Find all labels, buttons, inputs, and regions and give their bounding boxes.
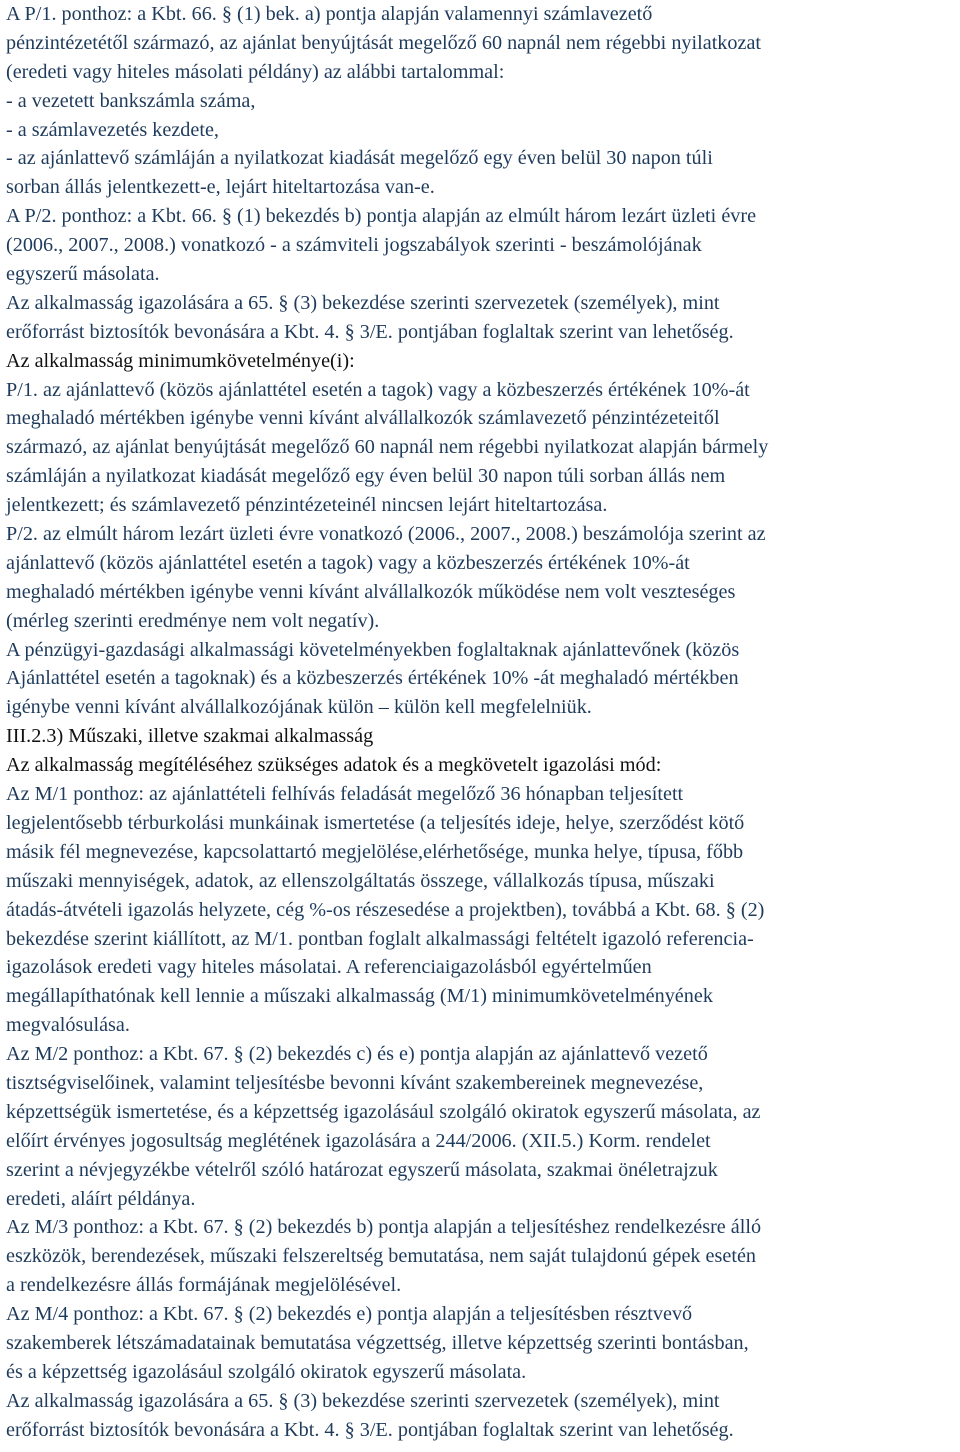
text-line: (eredeti vagy hiteles másolati példány) az alábbi tartalommal: [6, 60, 505, 83]
text-line: egyszerű másolata. [6, 263, 160, 286]
text-line: - a vezetett bankszámla száma, [6, 89, 256, 112]
text-line: igazolások eredeti vagy hiteles másolatai. A referenciaigazolásból egyértelműen [6, 956, 652, 979]
text-line: P/1. az ajánlattevő (közös ajánlattétel esetén a tagok) vagy a közbeszerzés értékének 10%-át [6, 378, 750, 401]
text-line: Az alkalmasság igazolására a 65. § (3) bekezdése szerinti szervezetek (személyek), mint [6, 291, 720, 314]
text-line: P/2. az elmúlt három lezárt üzleti évre vonatkozó (2006., 2007., 2008.) beszámolója szerint az [6, 523, 766, 546]
text-line: másik fél megnevezése, kapcsolattartó megjelölése,elérhetősége, munka helye, típusa, főbb [6, 840, 744, 863]
text-line: megállapíthatónak kell lennie a műszaki alkalmasság (M/1) minimumkövetelményének [6, 985, 713, 1008]
text-line: (2006., 2007., 2008.) vonatkozó - a számviteli jogszabályok szerinti - beszámolójának [6, 234, 702, 257]
text-line: műszaki mennyiségek, adatok, az ellenszolgáltatás összege, vállalkozás típusa, műszaki [6, 869, 715, 892]
text-line: meghaladó mértékben igénybe venni kívánt alvállalkozók számlavezető pénzintézeteitől [6, 407, 720, 430]
text-line: előírt érvényes jogosultság meglétének igazolására a 244/2006. (XII.5.) Korm. rendelet [6, 1129, 711, 1152]
text-line: A P/1. ponthoz: a Kbt. 66. § (1) bek. a) pontja alapján valamennyi számlavezető [6, 3, 653, 25]
text-line: Ajánlattétel esetén a tagoknak) és a közbeszerzés értékének 10% -át meghaladó mértékben [6, 667, 739, 690]
text-line: tisztségviselőinek, valamint teljesítésbe bevonni kívánt szakembereinek megnevezése, [6, 1071, 704, 1094]
text-line: képzettségük ismertetése, és a képzettség igazolásául szolgáló okiratok egyszerű másolata, az [6, 1100, 761, 1123]
text-line: Az M/4 ponthoz: a Kbt. 67. § (2) bekezdés e) pontja alapján a teljesítésben résztvevő [6, 1303, 693, 1326]
text-line: Az M/2 ponthoz: a Kbt. 67. § (2) bekezdés c) és e) pontja alapján az ajánlattevő vezető [6, 1043, 708, 1066]
text-line: Az alkalmasság igazolására a 65. § (3) bekezdése szerinti szervezetek (személyek), mint [6, 1389, 720, 1412]
text-line: eredeti, aláírt példánya. [6, 1187, 196, 1210]
text-line: A pénzügyi-gazdasági alkalmassági követelményekben foglaltaknak ajánlattevőnek (közös [6, 638, 740, 661]
text-line: bekezdése szerint kiállított, az M/1. pontban foglalt alkalmassági feltételt igazoló referencia- [6, 927, 754, 950]
text-line: (mérleg szerinti eredménye nem volt negatív). [6, 609, 380, 632]
text-line: pénzintézetétől származó, az ajánlat benyújtását megelőző 60 napnál nem régebbi nyilatkozat [6, 31, 762, 54]
text-line: A P/2. ponthoz: a Kbt. 66. § (1) bekezdés b) pontja alapján az elmúlt három lezárt üzleti évre [6, 205, 757, 228]
text-line: számláján a nyilatkozat kiadását megelőző egy éven belül 30 napon túli sorban állás nem [6, 465, 726, 488]
text-line: szerint a névjegyzékbe vételről szóló határozat egyszerű másolata, szakmai önéletrajzuk [6, 1158, 718, 1181]
section-heading: III.2.3) Műszaki, illetve szakmai alkalmasság [6, 725, 374, 748]
text-line: - a számlavezetés kezdete, [6, 118, 219, 141]
text-line: származó, az ajánlat benyújtását megelőző 60 napnál nem régebbi nyilatkozat alapján bármely [6, 436, 769, 459]
text-line: igénybe venni kívánt alvállalkozójának külön – külön kell megfelelniük. [6, 696, 592, 719]
text-line: átadás-átvételi igazolás helyzete, cég %-os részesedése a projektben), továbbá a Kbt. 68. § (2) [6, 898, 765, 921]
text-line: Az M/3 ponthoz: a Kbt. 67. § (2) bekezdés b) pontja alapján a teljesítéshez rendelkezésre álló [6, 1216, 762, 1239]
text-line: Az M/1 ponthoz: az ajánlattételi felhívás feladását megelőző 36 hónapban teljesített [6, 783, 684, 806]
section-heading: Az alkalmasság megítéléséhez szükséges adatok és a megkövetelt igazolási mód: [6, 754, 662, 777]
text-line: sorban állás jelentkezett-e, lejárt hiteltartozása van-e. [6, 176, 435, 199]
text-line: és a képzettség igazolásául szolgáló okiratok egyszerű másolata. [6, 1360, 527, 1383]
text-line: jelentkezett; és számlavezető pénzintézeteinél nincsen lejárt hiteltartozása. [6, 494, 608, 517]
text-line: legjelentősebb térburkolási munkáinak ismertetése (a teljesítés ideje, helye, szerződést kötő [6, 811, 745, 834]
text-line: erőforrást biztosítók bevonására a Kbt. 4. § 3/E. pontjában foglaltak szerint van lehetőség. [6, 1418, 734, 1441]
text-line: ajánlattevő (közös ajánlattétel esetén a tagok) vagy a közbeszerzés értékének 10%-át [6, 551, 690, 574]
text-line: a rendelkezésre állás formájának megjelölésével. [6, 1274, 402, 1297]
text-line: erőforrást biztosítók bevonására a Kbt. 4. § 3/E. pontjában foglaltak szerint van lehetőség. [6, 320, 734, 343]
section-heading: Az alkalmasság minimumkövetelménye(i): [6, 349, 355, 372]
text-line: - az ajánlattevő számláján a nyilatkozat kiadását megelőző egy éven belül 30 napon túli [6, 147, 713, 170]
text-line: meghaladó mértékben igénybe venni kívánt alvállalkozók működése nem volt veszteséges [6, 580, 736, 603]
text-line: szakemberek létszámadatainak bemutatása végzettség, illetve képzettség szerinti bontásban, [6, 1331, 749, 1354]
document-page [6, 0, 954, 1445]
text-line: megvalósulása. [6, 1014, 130, 1037]
text-line: eszközök, berendezések, műszaki felszereltség bemutatása, nem saját tulajdonú gépek esetén [6, 1245, 756, 1268]
